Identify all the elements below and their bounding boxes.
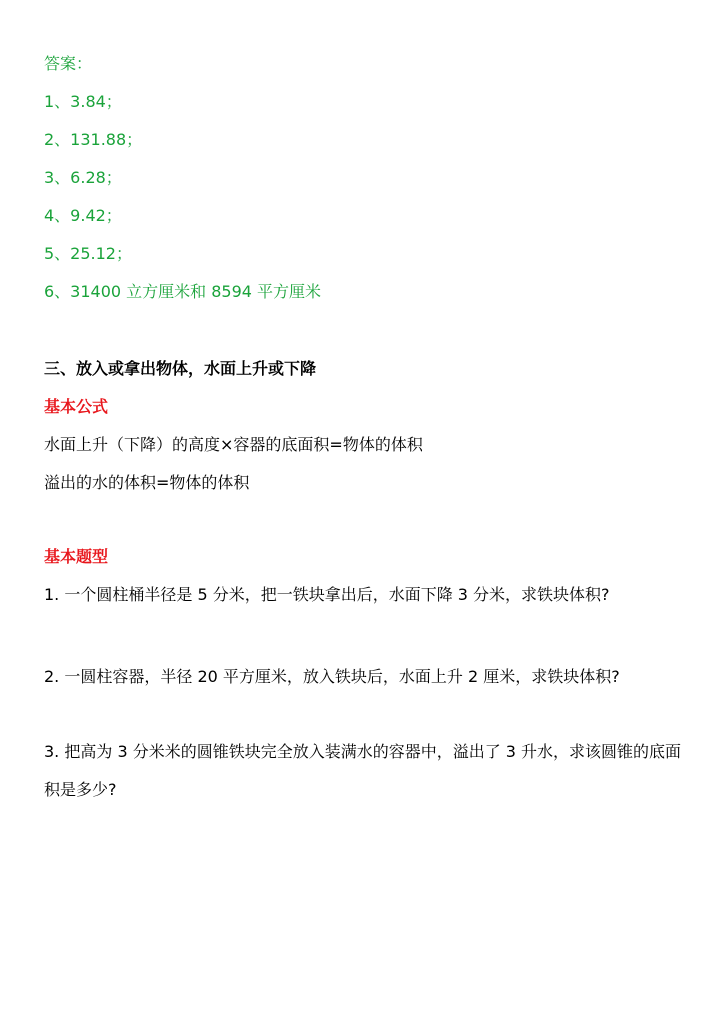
- question-3: 3. 把高为 3 分米米的圆锥铁块完全放入装满水的容器中，溢出了 3 升水，求该圆锥的底面积是多少?: [44, 742, 682, 799]
- questions-heading: 基本题型: [44, 547, 109, 566]
- answer-item-5: 5、25.12；: [44, 244, 132, 263]
- formula-1: 水面上升（下降）的高度×容器的底面积=物体的体积: [44, 435, 423, 454]
- answer-item-6: 6、31400 立方厘米和 8594 平方厘米: [44, 282, 322, 301]
- answer-item-3: 3、6.28；: [44, 168, 122, 187]
- question-1: 1. 一个圆柱桶半径是 5 分米，把一铁块拿出后，水面下降 3 分米，求铁块体积?: [44, 585, 610, 604]
- question-2: 2. 一圆柱容器，半径 20 平方厘米，放入铁块后，水面上升 2 厘米，求铁块体积?: [44, 667, 620, 686]
- section-title: 三、放入或拿出物体，水面上升或下降: [44, 359, 317, 378]
- formula-heading: 基本公式: [44, 397, 109, 416]
- answer-item-4: 4、9.42；: [44, 206, 122, 225]
- answer-item-2: 2、131.88；: [44, 130, 143, 149]
- formula-2: 溢出的水的体积=物体的体积: [44, 473, 250, 492]
- answers-heading: 答案：: [44, 54, 93, 73]
- answer-item-1: 1、3.84；: [44, 92, 122, 111]
